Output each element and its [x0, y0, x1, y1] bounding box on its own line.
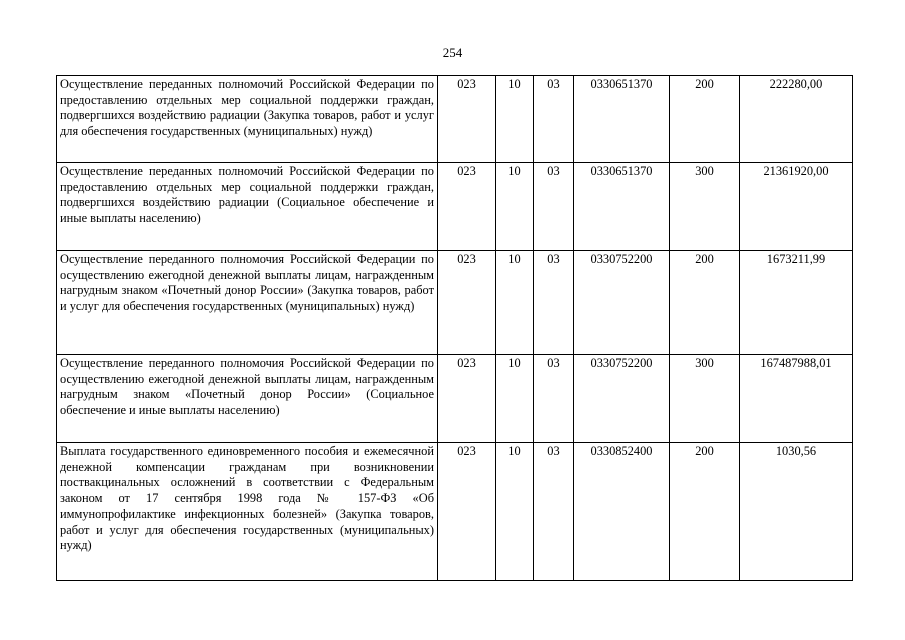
target-article-code: 0330651370	[574, 163, 670, 251]
section-code: 10	[496, 355, 534, 443]
section-code: 10	[496, 443, 534, 581]
target-article-code: 0330752200	[574, 251, 670, 355]
page-number: 254	[442, 45, 463, 60]
section-code: 10	[496, 76, 534, 163]
subsection-code: 03	[534, 76, 574, 163]
expense-type-code: 200	[670, 251, 740, 355]
subsection-code: 03	[534, 443, 574, 581]
amount-value: 1673211,99	[740, 251, 853, 355]
amount-value: 167487988,01	[740, 355, 853, 443]
amount-value: 222280,00	[740, 76, 853, 163]
expense-type-code: 300	[670, 163, 740, 251]
row-description: Выплата государственного единовременного пособия и ежемесячной денежной компенсации гражданам при возникновении поствакцинальных осложнений в соответствии с Федеральным законом от 17 сентября 1998 года № 157-ФЗ «Об иммунопрофилактике инфекционных болезней» (Закупка товаров, работ и услуг для обеспечения государственных (муниципальных) нужд)	[57, 443, 438, 581]
table-row	[57, 355, 853, 443]
ministry-code: 023	[438, 251, 496, 355]
row-description: Осуществление переданного полномочия Российской Федерации по осуществлению ежегодной денежной выплаты лицам, награжденным нагрудным знаком «Почетный донор России» (Социальное обеспечение и иные выплаты населению)	[57, 355, 438, 443]
table-row	[57, 76, 853, 163]
target-article-code: 0330651370	[574, 76, 670, 163]
target-article-code: 0330852400	[574, 443, 670, 581]
row-description: Осуществление переданных полномочий Российской Федерации по предоставлению отдельных мер социальной поддержки граждан, подвергшихся воздействию радиации (Закупка товаров, работ и услуг для обеспечения государственных (муниципальных) нужд)	[57, 76, 438, 163]
subsection-code: 03	[534, 251, 574, 355]
budget-table	[56, 75, 853, 581]
amount-value: 21361920,00	[740, 163, 853, 251]
table-row	[57, 443, 853, 581]
row-description: Осуществление переданных полномочий Российской Федерации по предоставлению отдельных мер социальной поддержки граждан, подвергшихся воздействию радиации (Социальное обеспечение и иные выплаты населению)	[57, 163, 438, 251]
row-description: Осуществление переданного полномочия Российской Федерации по осуществлению ежегодной денежной выплаты лицам, награжденным нагрудным знаком «Почетный донор России» (Закупка товаров, работ и услуг для обеспечения государственных (муниципальных) нужд)	[57, 251, 438, 355]
expense-type-code: 300	[670, 355, 740, 443]
section-code: 10	[496, 251, 534, 355]
ministry-code: 023	[438, 355, 496, 443]
table-row	[57, 163, 853, 251]
subsection-code: 03	[534, 163, 574, 251]
subsection-code: 03	[534, 355, 574, 443]
expense-type-code: 200	[670, 443, 740, 581]
ministry-code: 023	[438, 76, 496, 163]
amount-value: 1030,56	[740, 443, 853, 581]
table-row	[57, 251, 853, 355]
ministry-code: 023	[438, 443, 496, 581]
ministry-code: 023	[438, 163, 496, 251]
section-code: 10	[496, 163, 534, 251]
expense-type-code: 200	[670, 76, 740, 163]
target-article-code: 0330752200	[574, 355, 670, 443]
